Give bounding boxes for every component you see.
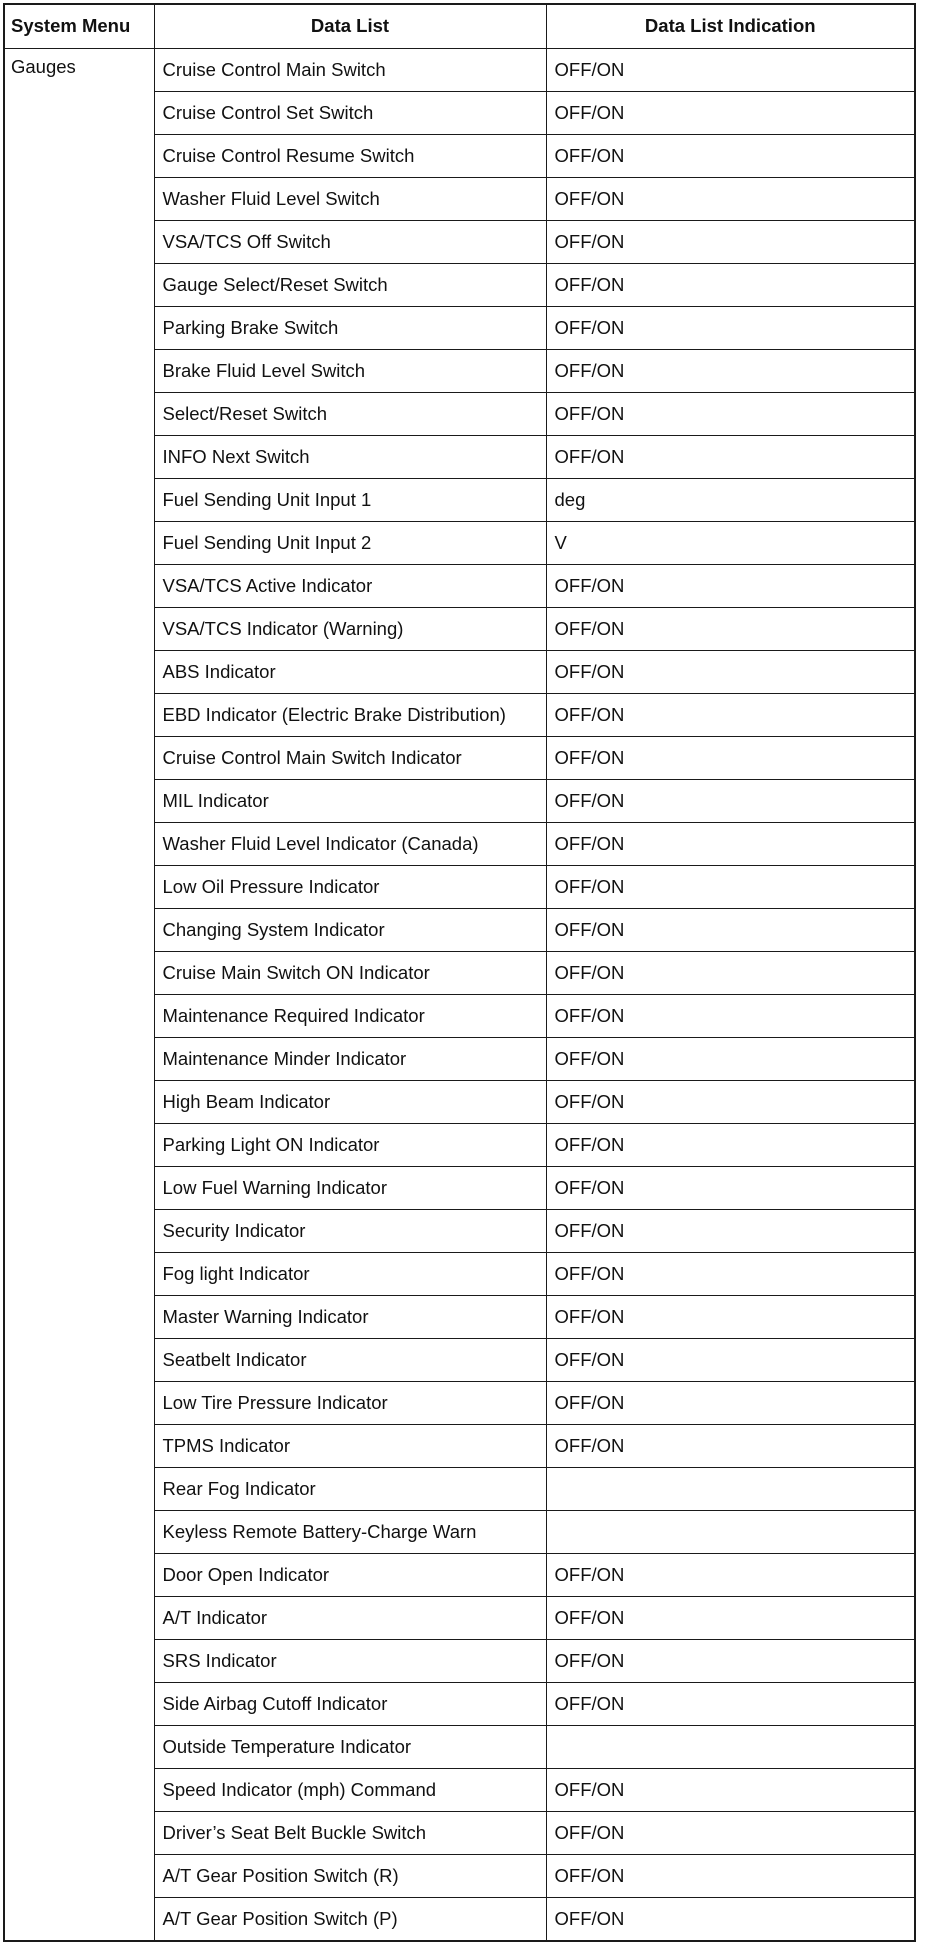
- data-list-item: Brake Fluid Level Switch: [154, 350, 546, 393]
- data-list-item: Cruise Control Set Switch: [154, 92, 546, 135]
- data-list-indication: OFF/ON: [546, 178, 915, 221]
- data-list-indication: OFF/ON: [546, 1769, 915, 1812]
- table-header: [4, 4, 915, 49]
- data-list-item: Side Airbag Cutoff Indicator: [154, 1683, 546, 1726]
- header-data-list: Data List: [154, 4, 546, 49]
- data-list-indication: OFF/ON: [546, 393, 915, 436]
- data-list-indication: OFF/ON: [546, 1683, 915, 1726]
- data-list-item: A/T Gear Position Switch (P): [154, 1898, 546, 1942]
- data-list-indication: [546, 1468, 915, 1511]
- data-list-indication: OFF/ON: [546, 1210, 915, 1253]
- data-list-indication: OFF/ON: [546, 1339, 915, 1382]
- data-list-item: Cruise Main Switch ON Indicator: [154, 952, 546, 995]
- data-list-indication: OFF/ON: [546, 350, 915, 393]
- data-list-indication: OFF/ON: [546, 1253, 915, 1296]
- data-list-indication: [546, 1511, 915, 1554]
- data-list-indication: OFF/ON: [546, 135, 915, 178]
- data-list-indication: OFF/ON: [546, 436, 915, 479]
- data-list-indication: OFF/ON: [546, 1898, 915, 1942]
- data-list-indication: OFF/ON: [546, 264, 915, 307]
- data-list-indication: OFF/ON: [546, 1124, 915, 1167]
- data-list-indication: OFF/ON: [546, 1855, 915, 1898]
- data-list-item: VSA/TCS Active Indicator: [154, 565, 546, 608]
- data-list-item: Master Warning Indicator: [154, 1296, 546, 1339]
- data-list-indication: OFF/ON: [546, 952, 915, 995]
- data-list-item: MIL Indicator: [154, 780, 546, 823]
- data-list-indication: [546, 1726, 915, 1769]
- data-list-item: High Beam Indicator: [154, 1081, 546, 1124]
- data-list-item: Maintenance Required Indicator: [154, 995, 546, 1038]
- data-list-item: Speed Indicator (mph) Command: [154, 1769, 546, 1812]
- header-data-list-indication: Data List Indication: [546, 4, 915, 49]
- data-list-item: Gauge Select/Reset Switch: [154, 264, 546, 307]
- system-menu-cell: Gauges: [4, 49, 154, 1942]
- data-list-indication: OFF/ON: [546, 1640, 915, 1683]
- data-list-indication: OFF/ON: [546, 1081, 915, 1124]
- data-list-item: ABS Indicator: [154, 651, 546, 694]
- data-list-item: Low Tire Pressure Indicator: [154, 1382, 546, 1425]
- data-list-indication: OFF/ON: [546, 995, 915, 1038]
- data-list-item: VSA/TCS Off Switch: [154, 221, 546, 264]
- data-list-indication: OFF/ON: [546, 221, 915, 264]
- data-list-item: Driver’s Seat Belt Buckle Switch: [154, 1812, 546, 1855]
- data-list-item: Outside Temperature Indicator: [154, 1726, 546, 1769]
- data-list-indication: OFF/ON: [546, 909, 915, 952]
- table-body: [4, 49, 915, 1942]
- data-list-item: Changing System Indicator: [154, 909, 546, 952]
- data-list-indication: OFF/ON: [546, 1167, 915, 1210]
- data-list-item: Low Fuel Warning Indicator: [154, 1167, 546, 1210]
- data-list-item: EBD Indicator (Electric Brake Distribution): [154, 694, 546, 737]
- data-list-indication: OFF/ON: [546, 1597, 915, 1640]
- data-list-indication: OFF/ON: [546, 737, 915, 780]
- data-list-indication: OFF/ON: [546, 823, 915, 866]
- data-list-item: Cruise Control Main Switch Indicator: [154, 737, 546, 780]
- data-list-indication: OFF/ON: [546, 780, 915, 823]
- data-list-item: Cruise Control Resume Switch: [154, 135, 546, 178]
- data-list-indication: OFF/ON: [546, 694, 915, 737]
- data-list-indication: OFF/ON: [546, 1554, 915, 1597]
- data-list-item: TPMS Indicator: [154, 1425, 546, 1468]
- data-list-indication: OFF/ON: [546, 651, 915, 694]
- data-list-item: Fuel Sending Unit Input 1: [154, 479, 546, 522]
- data-list-indication: OFF/ON: [546, 1038, 915, 1081]
- data-list-item: INFO Next Switch: [154, 436, 546, 479]
- data-list-item: Maintenance Minder Indicator: [154, 1038, 546, 1081]
- data-list-item: Cruise Control Main Switch: [154, 49, 546, 92]
- header-row: [4, 4, 915, 49]
- data-list-item: Parking Brake Switch: [154, 307, 546, 350]
- data-list-indication: OFF/ON: [546, 608, 915, 651]
- data-list-item: Keyless Remote Battery-Charge Warn: [154, 1511, 546, 1554]
- data-list-item: Rear Fog Indicator: [154, 1468, 546, 1511]
- data-list-item: A/T Indicator: [154, 1597, 546, 1640]
- data-list-indication: OFF/ON: [546, 1425, 915, 1468]
- data-list-item: Fog light Indicator: [154, 1253, 546, 1296]
- data-list-indication: OFF/ON: [546, 1382, 915, 1425]
- data-list-item: Parking Light ON Indicator: [154, 1124, 546, 1167]
- data-list-indication: OFF/ON: [546, 92, 915, 135]
- data-list-indication: OFF/ON: [546, 1296, 915, 1339]
- data-list-item: SRS Indicator: [154, 1640, 546, 1683]
- data-list-item: Seatbelt Indicator: [154, 1339, 546, 1382]
- data-list-indication: V: [546, 522, 915, 565]
- data-list-indication: OFF/ON: [546, 49, 915, 92]
- header-system-menu: System Menu: [4, 4, 154, 49]
- data-list-item: Washer Fluid Level Indicator (Canada): [154, 823, 546, 866]
- data-list-item: Washer Fluid Level Switch: [154, 178, 546, 221]
- data-list-item: VSA/TCS Indicator (Warning): [154, 608, 546, 651]
- data-list-indication: OFF/ON: [546, 1812, 915, 1855]
- data-list-item: Door Open Indicator: [154, 1554, 546, 1597]
- data-list-item: Security Indicator: [154, 1210, 546, 1253]
- data-list-indication: OFF/ON: [546, 866, 915, 909]
- data-list-indication: deg: [546, 479, 915, 522]
- data-list-item: Select/Reset Switch: [154, 393, 546, 436]
- data-list-item: A/T Gear Position Switch (R): [154, 1855, 546, 1898]
- data-list-indication: OFF/ON: [546, 565, 915, 608]
- table-row: [4, 49, 915, 92]
- data-list-indication: OFF/ON: [546, 307, 915, 350]
- data-list-item: Fuel Sending Unit Input 2: [154, 522, 546, 565]
- data-list-item: Low Oil Pressure Indicator: [154, 866, 546, 909]
- data-list-table: [3, 3, 916, 1942]
